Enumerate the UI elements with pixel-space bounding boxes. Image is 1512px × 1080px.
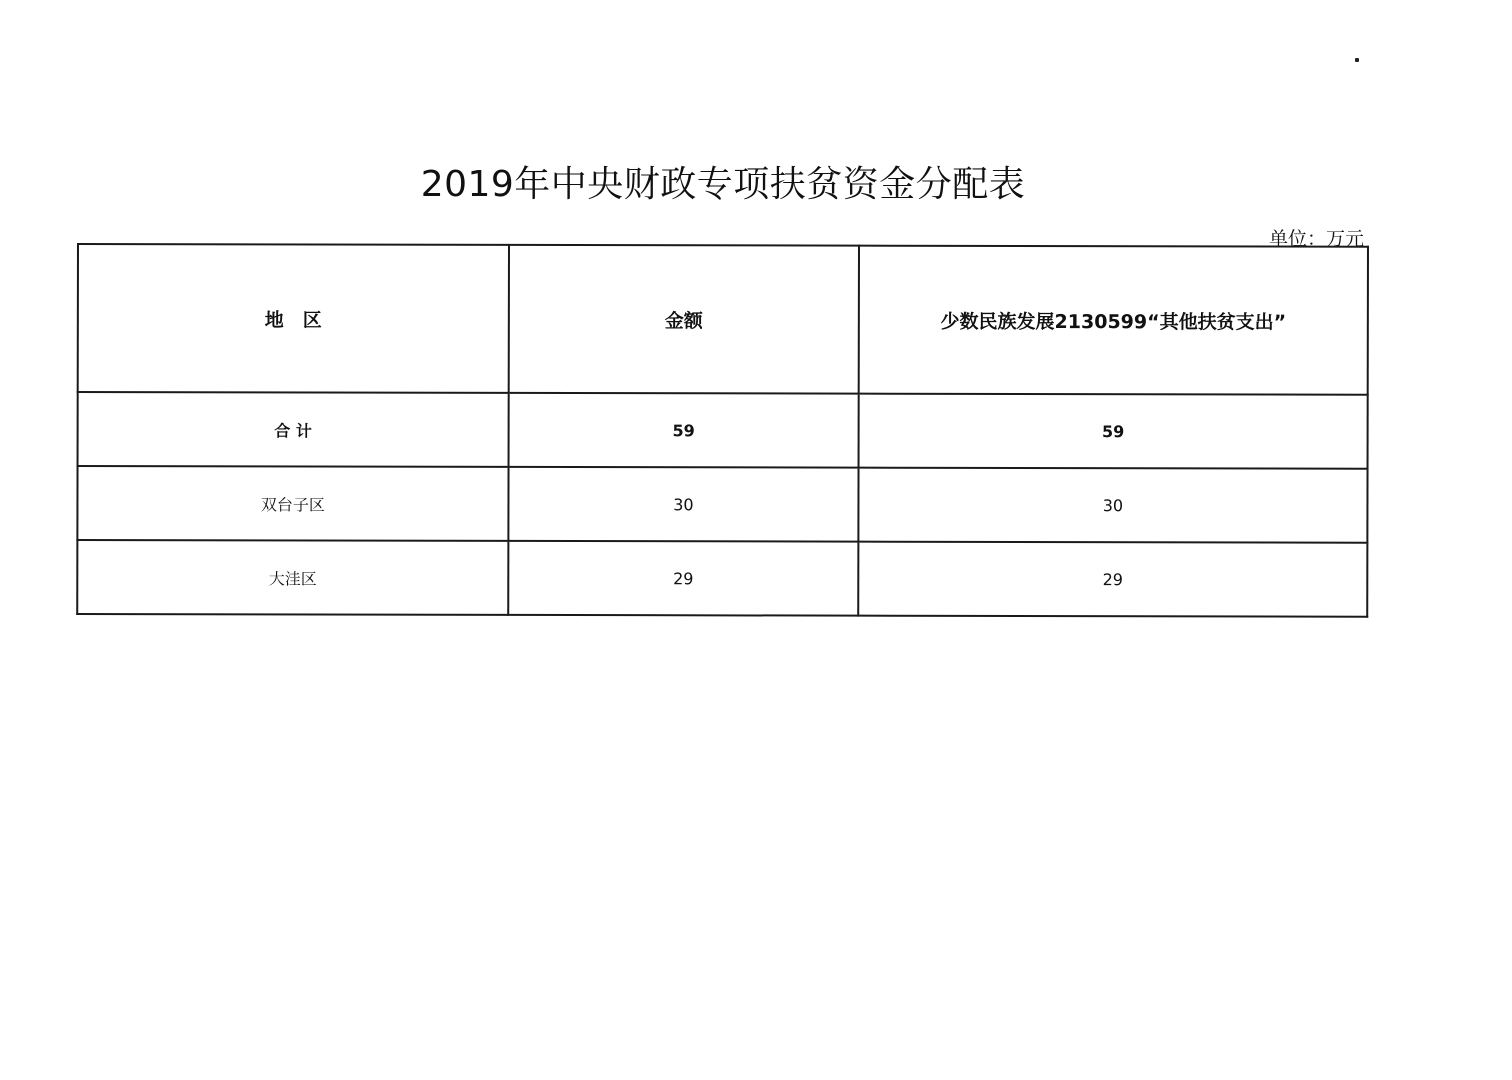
table-header-row [78, 244, 1368, 395]
scan-speck [1355, 58, 1359, 62]
row-amount: 29 [508, 541, 858, 616]
row-ethnic-development: 29 [858, 542, 1367, 617]
row-amount: 30 [508, 467, 858, 542]
row-ethnic-development: 30 [858, 468, 1367, 543]
table-total-row [78, 392, 1368, 469]
table-row [77, 466, 1367, 543]
unit-label: 单位：万元 [1268, 228, 1364, 250]
header-amount: 金额 [509, 245, 859, 394]
row-region: 双台子区 [77, 466, 508, 541]
header-region: 地 区 [78, 244, 509, 393]
header-ethnic-development: 少数民族发展2130599“其他扶贫支出” [859, 246, 1368, 395]
total-amount: 59 [509, 393, 859, 468]
allocation-table [76, 243, 1369, 618]
table-row [77, 540, 1367, 617]
row-region: 大洼区 [77, 540, 508, 615]
total-ethnic-development: 59 [859, 394, 1368, 469]
document-title: 2019年中央财政专项扶贫资金分配表 [420, 164, 1026, 205]
total-label: 合 计 [78, 392, 509, 467]
